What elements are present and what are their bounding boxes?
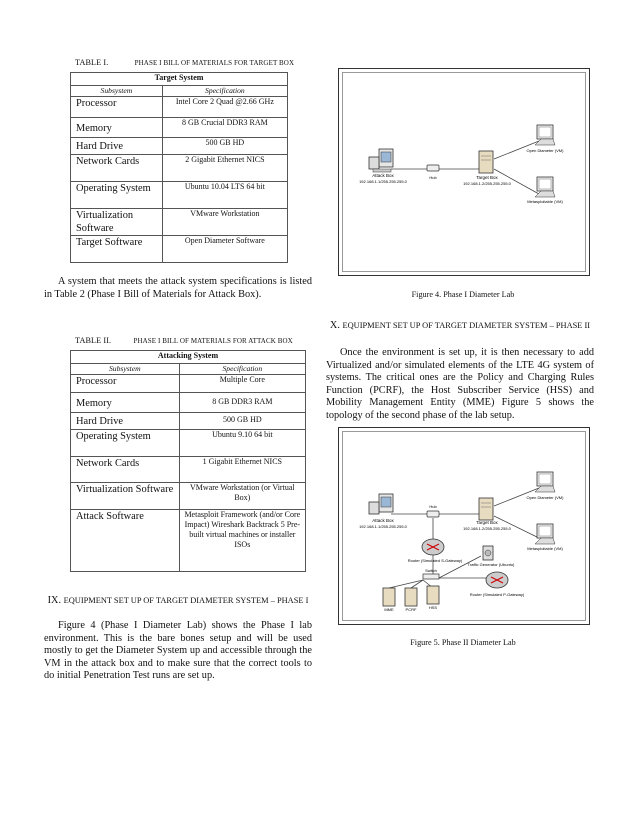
table2-col-spec: Specification — [179, 364, 305, 375]
table-cell: Processor — [71, 97, 163, 118]
fig5-mme-label: MME — [384, 607, 394, 612]
section9-title: EQUIPMENT SET UP OF TARGET DIAMETER SYSTEM – PHASE I — [63, 596, 309, 605]
fig5-metasploitable-label: Metasploitable (VM) — [527, 546, 563, 551]
figure4-box — [338, 68, 590, 276]
table2 — [70, 350, 306, 572]
fig5-attack-box-label: Attack Box — [372, 518, 394, 523]
fig4-hub-label: Hub — [429, 175, 437, 180]
table-cell: 2 Gigabit Ethernet NICS — [162, 155, 287, 182]
section10-number: X. — [329, 320, 340, 331]
table-cell: Operating System — [71, 182, 163, 209]
fig5-router-pgw-label: Router (Simulated P-Gateway) — [469, 592, 525, 597]
hss-server-icon — [427, 586, 439, 604]
table-cell: Open Diameter Software — [162, 236, 287, 263]
fig5-target-box-label: Target Box — [476, 520, 498, 525]
table-cell: 8 GB Crucial DDR3 RAM — [162, 118, 287, 138]
fig5-switch-label: Switch — [425, 568, 437, 573]
metasploitable-monitor-icon — [535, 177, 555, 197]
traffic-generator-icon — [483, 546, 493, 560]
table-cell: Memory — [71, 118, 163, 138]
table2-caption — [75, 336, 293, 345]
table2-caption-title: PHASE I BILL OF MATERIALS FOR ATTACK BOX — [133, 337, 293, 345]
section10-title: EQUIPMENT SET UP OF TARGET DIAMETER SYSTEM – PHASE II — [342, 321, 591, 330]
table-cell: VMware Workstation (or Virtual Box) — [179, 483, 305, 510]
table-cell: Metasploit Framework (and/or Core Impact) Wireshark Backtrack 5 Pre-built virtual machines or installer ISOs — [179, 510, 305, 572]
mme-server-icon — [383, 588, 395, 606]
table2-col-subsystem: Subsystem — [71, 364, 180, 375]
fig5-hss-label: HSS — [428, 605, 438, 610]
fig4-attack-ip-label: 192.168.1.1/255.255.255.0 — [359, 179, 407, 184]
table-cell: Target Software — [71, 236, 163, 263]
table-cell: Hard Drive — [71, 138, 163, 155]
table-cell: Operating System — [71, 430, 180, 457]
fig4-attack-box-label: Attack Box — [372, 173, 394, 178]
target-box-icon — [479, 498, 493, 520]
table1-caption-title: PHASE I BILL OF MATERIALS FOR TARGET BOX — [134, 59, 295, 67]
figure4-diagram — [339, 69, 589, 275]
table1 — [70, 72, 288, 263]
table-cell: 8 GB DDR3 RAM — [179, 393, 305, 413]
hub-icon — [427, 511, 439, 517]
table-cell: Ubuntu 9.10 64 bit — [179, 430, 305, 457]
fig5-router-sgw-label: Router (Simulated S-Gateway) — [407, 558, 463, 563]
table2-caption-label: TABLE II. — [75, 336, 112, 345]
table-cell: Virtualization Software — [71, 483, 180, 510]
table-cell: Network Cards — [71, 457, 180, 483]
attack-box-icon — [369, 149, 393, 172]
attack-box-icon — [369, 494, 393, 514]
fig5-traffic-gen-label: Traffic Generator (Ubuntu) — [467, 562, 515, 567]
fig4-target-box-label: Target Box — [476, 175, 498, 180]
fig5-target-ip-label: 192.168.1.2/255.255.255.0 — [463, 526, 511, 531]
pcrf-server-icon — [405, 588, 417, 606]
target-box-icon — [479, 151, 493, 173]
table-cell: Multiple Core — [179, 375, 305, 393]
open-diameter-monitor-icon — [535, 125, 555, 145]
section9-body: Figure 4 (Phase I Diameter Lab) shows the Phase I lab environment. This is the bare bones setup and will be used mostly to get the Diameter System up and accessible through the VM in the attack box and to make sure that the correct tools to do initial Penetration Test runs are set up. — [44, 620, 312, 682]
section10-paragraph — [326, 347, 594, 423]
table-cell: 500 GB HD — [162, 138, 287, 155]
table-cell: Processor — [71, 375, 180, 393]
hub-icon — [427, 165, 439, 171]
table-cell: Hard Drive — [71, 413, 180, 430]
table-cell: Intel Core 2 Quad @2.66 GHz — [162, 97, 287, 118]
fig4-metasploitable-label: Metasploitable (VM) — [527, 199, 563, 204]
metasploitable-monitor-icon — [535, 524, 555, 544]
figure5-diagram — [339, 428, 589, 624]
figure4-caption: Figure 4. Phase I Diameter Lab — [411, 290, 515, 299]
fig4-open-diameter-label: Open Diameter (VM) — [526, 148, 564, 153]
router-sgw-icon — [422, 539, 444, 555]
table-cell: VMware Workstation — [162, 209, 287, 236]
table-cell: 1 Gigabit Ethernet NICS — [179, 457, 305, 483]
table-cell: Attack Software — [71, 510, 180, 572]
table1-col-subsystem: Subsystem — [71, 86, 163, 97]
table2-header: Attacking System — [71, 351, 306, 364]
router-pgw-icon — [486, 572, 508, 588]
section9-paragraph — [44, 620, 312, 683]
figure5-box — [338, 427, 590, 625]
open-diameter-monitor-icon — [535, 472, 555, 492]
fig5-pcrf-label: PCRF — [405, 607, 417, 612]
fig4-target-ip-label: 192.168.1.2/255.255.255.0 — [463, 181, 511, 186]
table-cell: 500 GB HD — [179, 413, 305, 430]
table-cell: Memory — [71, 393, 180, 413]
fig5-attack-ip-label: 192.168.1.1/255.255.255.0 — [359, 524, 407, 529]
switch-icon — [423, 574, 439, 579]
table1-header: Target System — [71, 73, 288, 86]
fig5-hub-label: Hub — [429, 504, 437, 509]
table1-col-spec: Specification — [162, 86, 287, 97]
section10-heading — [326, 319, 594, 332]
table-cell: Virtualization Software — [71, 209, 163, 236]
table-cell: Ubuntu 10.04 LTS 64 bit — [162, 182, 287, 209]
fig5-open-diameter-label: Open Diameter (VM) — [526, 495, 564, 500]
section10-body: Once the environment is set up, it is then necessary to add Virtualized and/or simulated elements of the LTE 4G system of systems. The critical ones are the Policy and Charging Rules Function (PCRF), the Host Subscriber Service (HSS) and Mobility Management Entity (MME) Figure 5 shows the topology of the second phase of the lab setup. — [326, 347, 594, 421]
figure5-caption: Figure 5. Phase II Diameter Lab — [410, 638, 516, 647]
section9-heading — [44, 594, 312, 607]
section9-number: IX. — [47, 595, 62, 606]
table-cell: Network Cards — [71, 155, 163, 182]
table1-caption — [75, 58, 294, 67]
attack-system-paragraph — [44, 276, 312, 301]
table1-caption-label: TABLE I. — [75, 58, 109, 67]
attack-system-text: A system that meets the attack system specifications is listed in Table 2 (Phase I Bill of Materials for Attack Box). — [44, 276, 312, 300]
